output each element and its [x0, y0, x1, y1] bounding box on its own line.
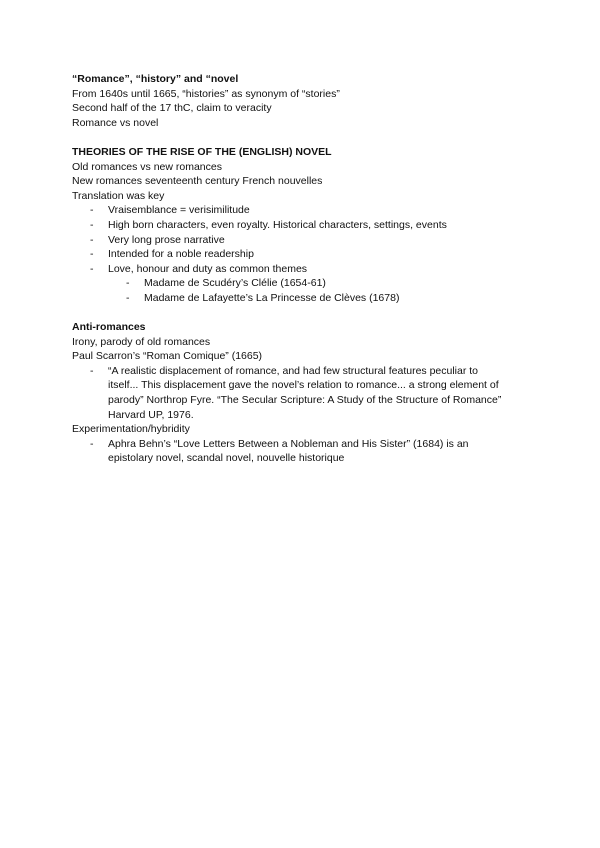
- bullet-text: Very long prose narrative: [108, 233, 225, 246]
- text-line: Second half of the 17 thC, claim to veracity: [72, 102, 272, 115]
- bullet-text: Intended for a noble readership: [108, 248, 254, 261]
- behn-bullet: [72, 437, 528, 466]
- text-line: Old romances vs new romances: [72, 160, 222, 173]
- spacer: [72, 306, 528, 321]
- bullet-text: Vraisemblance = verisimilitude: [108, 204, 250, 217]
- sub-bullet-text: Madame de Lafayette’s La Princesse de Clèves (1678): [144, 291, 400, 304]
- document-body: [72, 72, 528, 466]
- quote-line: itself... This displacement gave the novel’s relation to romance... a strong element of: [108, 379, 499, 392]
- quote-line: parody” Northrop Fyre. “The Secular Scripture: A Study of the Structure of Romance”: [108, 394, 502, 407]
- bullet-item: [72, 233, 528, 248]
- bullet-item: [72, 247, 528, 262]
- section-heading-anti-romances: Anti-romances: [72, 321, 146, 334]
- dash-marker: -: [90, 248, 94, 261]
- sub-bullet-text: Madame de Scudéry’s Clélie (1654-61): [144, 277, 326, 290]
- text-line: Romance vs novel: [72, 116, 159, 129]
- text-line: New romances seventeenth century French nouvelles: [72, 175, 323, 188]
- dash-marker: -: [90, 218, 94, 231]
- dash-marker: -: [90, 233, 94, 246]
- text-line: From 1640s until 1665, “histories” as synonym of “stories”: [72, 87, 340, 100]
- bullet-text: Love, honour and duty as common themes: [108, 262, 308, 275]
- dash-marker: -: [90, 204, 94, 217]
- sub-bullet-item: [72, 291, 528, 306]
- section-heading-theories: THEORIES OF THE RISE OF THE (ENGLISH) NOVEL: [72, 145, 332, 158]
- section-heading-romance-history-novel: “Romance”, “history” and “novel: [72, 73, 239, 85]
- dash-marker: -: [126, 291, 130, 304]
- spacer: [72, 130, 528, 145]
- text-line: Paul Scarron’s “Roman Comique” (1665): [72, 350, 263, 363]
- behn-line: epistolary novel, scandal novel, nouvelle historique: [108, 452, 345, 465]
- bullet-item: [72, 218, 528, 233]
- bullet-item: [72, 203, 528, 218]
- dash-marker: -: [90, 364, 94, 377]
- sub-bullet-item: [72, 276, 528, 291]
- text-line: Translation was key: [72, 189, 165, 202]
- dash-marker: -: [90, 437, 94, 450]
- behn-line: Aphra Behn’s “Love Letters Between a Nobleman and His Sister” (1684) is an: [108, 437, 469, 450]
- dash-marker: -: [126, 277, 130, 290]
- quote-line: Harvard UP, 1976.: [108, 408, 194, 421]
- quote-bullet: [72, 364, 528, 422]
- quote-line: “A realistic displacement of romance, and had few structural features peculiar to: [108, 364, 479, 377]
- bullet-item: [72, 262, 528, 277]
- dash-marker: -: [90, 262, 94, 275]
- text-line: Irony, parody of old romances: [72, 335, 211, 348]
- bullet-text: High born characters, even royalty. Historical characters, settings, events: [108, 218, 447, 231]
- text-line: Experimentation/hybridity: [72, 423, 190, 436]
